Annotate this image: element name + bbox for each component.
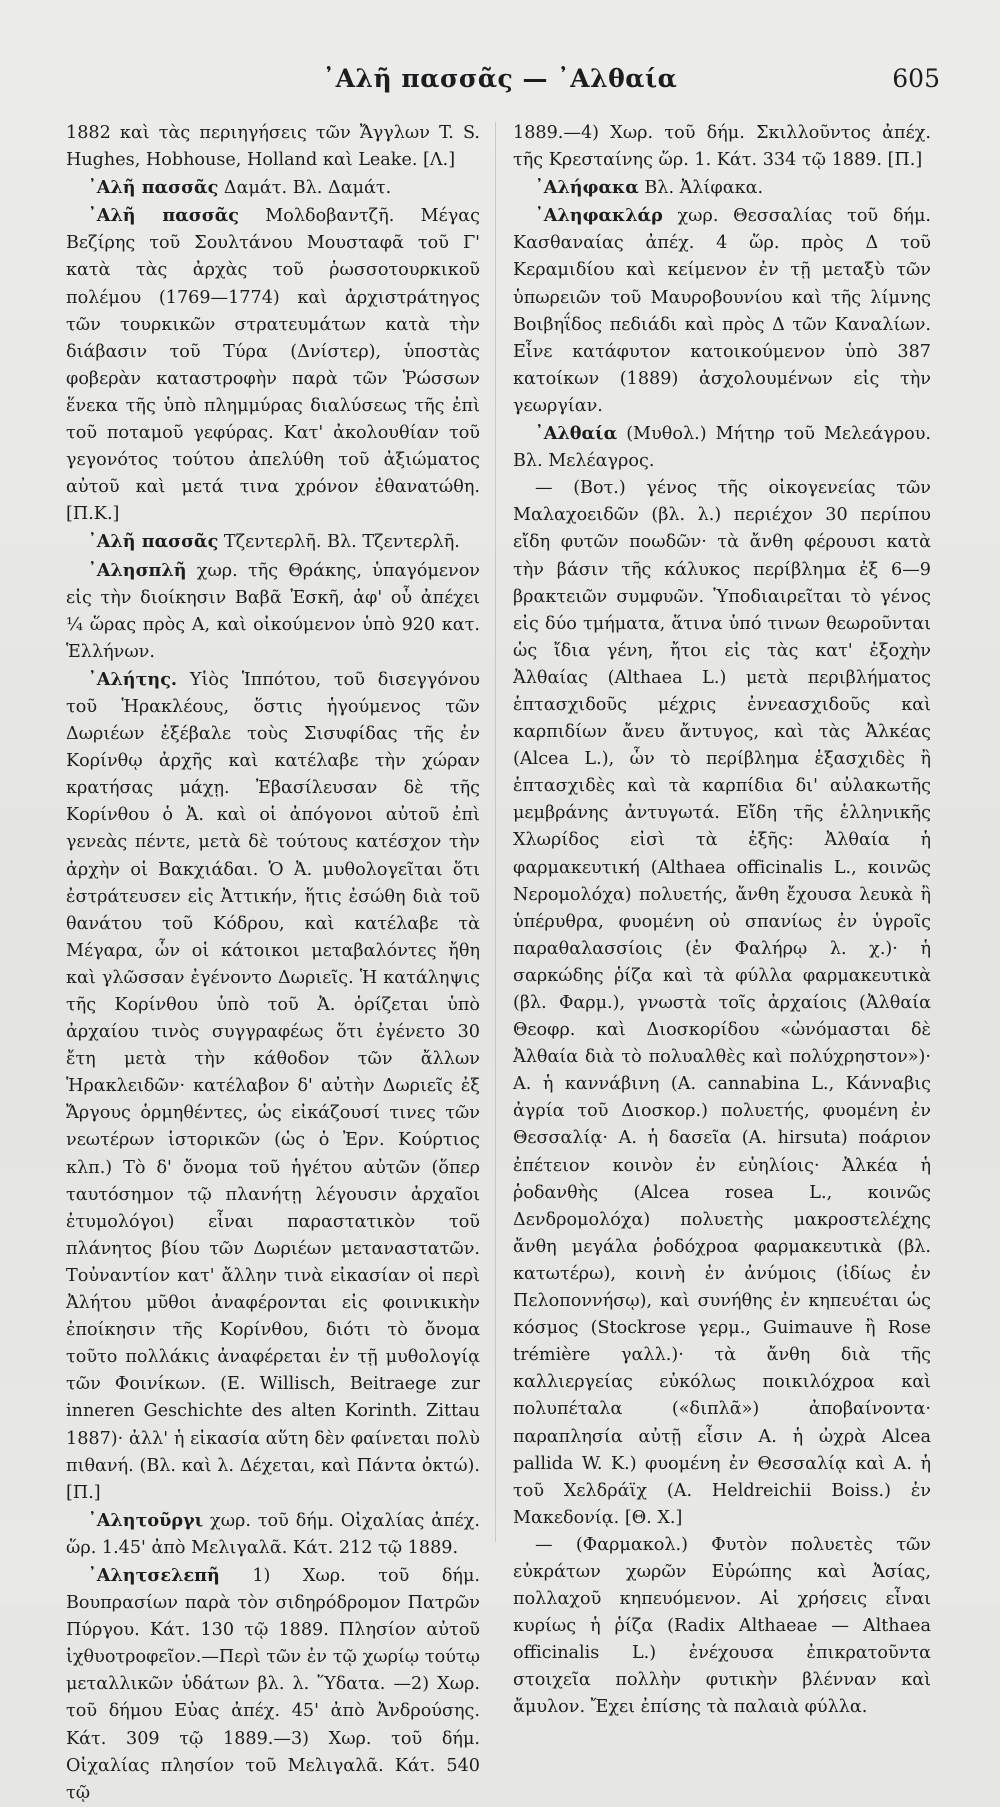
dictionary-entry [513,174,931,202]
entry-text: Υἱὸς Ἱππότου, τοῦ δισεγγόνου τοῦ Ἡρακλέους, ὅστις ἡγούμενος τῶν Δωριέων ἐξέβαλε τοὺς Σισυφίδας τῆς ἐν Κορίνθῳ ἀρχῆς καὶ κατέλαβε τὴν χώραν κρατήσας μάχῃ. Ἐβασίλευσαν δὲ τῆς Κορίνθου ὁ Ἀ. καὶ οἱ ἀπόγονοι αὐτοῦ ἐπὶ γενεὰς πέντε, μετὰ δὲ τούτους κατέσχον τὴν ἀρχὴν οἱ Βακχιάδαι. Ὁ Ἀ. μυθολογεῖται ὅτι ἐστράτευσεν εἰς Ἀττικήν, ἥτις ἐσώθη διὰ τοῦ θανάτου τοῦ Κόδρου, καὶ κατέλαβε τὰ Μέγαρα, ὧν οἱ κάτοικοι μεταβαλόντες ἤθη καὶ γλῶσσαν ἐγένοντο Δωριεῖς. Ἡ κατάληψις τῆς Κορίνθου ὑπὸ τοῦ Ἀ. ὁρίζεται ὑπὸ ἀρχαίου τινὸς συγγραφέως ὅτι ἐγένετο 30 ἔτη μετὰ τὴν κάθοδον τῶν ἄλλων Ἡρακλειδῶν· κατέλαβον δ' αὐτὴν Δωριεῖς ἐξ Ἄργους ὁρμηθέντες, ὡς εἰκάζουσί τινες τῶν νεωτέρων ἱστορικῶν (ὡς ὁ Ἐρν. Κούρτιος κλπ.) Τὸ δ' ὄνομα τοῦ ἡγέτου αὐτῶν (ὅπερ ταυτόσημον τῷ πλανήτῃ λέγουσιν ἀρχαῖοι ἐτυμολόγοι) εἶναι παραστατικὸν τοῦ πλάνητος βίου τῶν Δωριέων μεταναστατῶν. Τοὐναντίον κατ' ἄλλην τινὰ εἰκασίαν οἱ περὶ Ἀλήτου μῦθοι ἀναφέρονται εἰς φοινικικὴν ἐποίκησιν τῆς Κορίνθου, διότι τὸ ὄνομα τοῦτο πολλάκις ἀναφέρεται ἐν τῇ μυθολογίᾳ τῶν Φοινίκων. (E. Willisch, Beitraege zur inneren Geschichte des alten Korinth. Zittau 1887)· ἀλλ' ἡ εἰκασία αὕτη δὲν φαίνεται πολὺ πιθανή. (Βλ. καὶ λ. Δέχεται, καὶ Πάντα ὀκτώ). [Π.] [66,669,480,1503]
entry-headword: ᾿Αλήφακα [535,177,639,199]
entry-subsection [513,475,931,1532]
entry-headword: ᾿Αλητσελεπῆ [88,1564,220,1586]
dictionary-entry [513,202,931,420]
entry-text: — (Φαρμακολ.) Φυτὸν πολυετὲς τῶν εὐκράτων χωρῶν Εὐρώπης καὶ Ἀσίας, πολλαχοῦ κηπευόμενον. Αἱ χρήσεις εἶναι κυρίως ἡ ῥίζα (Radix Althaeae — Althaea officinalis L.) ἐνέχουσα ἐπικρατοῦντα στοιχεῖα πολλὴν φυτικὴν βλένναν καὶ ἄμυλον. Ἔχει ἐπίσης τὰ παλαιὰ φύλλα. [513,1534,931,1718]
entry-subsection [513,1532,931,1722]
entry-headword: ᾿Αλθαία [535,423,618,445]
entry-text: Βλ. Ἀλίφακα. [638,178,764,199]
entry-text: (Μυθολ.) Μήτηρ τοῦ Μελεάγρου. Βλ. Μελέαγρος. [513,424,931,472]
entry-headword: ᾿Αλησπλῆ [88,559,187,581]
entry-text: 1) Χωρ. τοῦ δήμ. Βουπρασίων παρὰ τὸν σιδηρόδρομον Πατρῶν Πύργου. Κάτ. 130 τῷ 1889. Πλησίον αὐτοῦ ἰχθυοτροφεῖον.—Περὶ τῶν ἐν τῷ χωρίῳ τούτῳ μεταλλικῶν ὑδάτων βλ. λ. Ὕδατα. —2) Χωρ. τοῦ δήμου Εὐας ἀπέχ. 45' ἀπὸ Ἀνδρούσης. Κάτ. 309 τῷ 1889.—3) Χωρ. τοῦ δήμ. Οἰχαλίας πλησίον τοῦ Μελιγαλᾶ. Κάτ. 540 τῷ [66,1565,480,1803]
page-number: 605 [892,64,940,93]
entry-headword: ᾿Αλητοῦργι [88,1509,204,1531]
entry-text: — (Βοτ.) γένος τῆς οἰκογενείας τῶν Μαλαχοειδῶν (βλ. λ.) περιέχον 30 περίπου εἴδη φυτῶν ποωδῶν· τὰ ἄνθη φέρουσι κατὰ τὴν βάσιν τῆς κάλυκος περίβλημα ἐξ 6—9 βρακτειῶν συμφυῶν. Ὑποδιαιρεῖται τὸ γένος εἰς δύο τμήματα, ἅτινα ὑπό τινων θεωροῦνται ὡς ἴδια γένη, ἤτοι εἰς τὰς κατ' ἐξοχὴν Ἀλθαίας (Althaea L.) μετὰ περιβλήματος ἑπτασχιδοῦς μέχρις ἐννεασχιδοῦς καὶ καρπιδίων ἄνευ ἄντυγος, καὶ τὰς Ἀλκέας (Alcea L.), ὧν τὸ περίβλημα ἑξασχιδὲς ἢ ἑπτασχιδὲς καὶ τὰ καρπίδια δι' αὐλακωτῆς μεμβράνης ἀντυγωτά. Εἴδη τῆς ἑλληνικῆς Χλωρίδος εἰσὶ τὰ ἑξῆς: Ἀλθαία ἡ φαρμακευτική (Althaea officinalis L., κοινῶς Νερομολόχα) πολυετής, ἄνθη ἔχουσα λευκὰ ἢ ὑπέρυθρα, φυομένη οὐ σπανίως ἐν ὑγροῖς παραθαλασσίοις (ἐν Φαλήρῳ λ. χ.)· ἡ σαρκώδης ῥίζα καὶ τὰ φύλλα φαρμακευτικὰ (βλ. Φαρμ.), γνωστὰ τοῖς ἀρχαίοις (Ἀλθαία Θεοφρ. καὶ Διοσκορίδου «ὠνόμασται δὲ Ἀλθαία διὰ τὸ πολυαλθὲς καὶ πολύχρηστον»)· Α. ἡ καννάβινη (A. cannabina L., Κάνναβις ἀγρία τοῦ Διοσκορ.) πολυετής, φυομένη ἐν Θεσσαλίᾳ· Α. ἡ δασεῖα (A. hirsuta) ποάριον ἐπέτειον κοινὸν ἐν εὐηλίοις· Ἀλκέα ἡ ῥοδανθὴς (Alcea rosea L., κοινῶς Δενδρομολόχα) πολυετὴς μακροστελέχης ἄνθη μεγάλα ῥοδόχροα φαρμακευτικὰ (βλ. κατωτέρω), κοινὴ ἐν ἀνύμοις (ἰδίως ἐν Πελοποννήσῳ), καὶ συνήθης ἐν κηπευέται ὡς κόσμος (Stockrose γερμ., Guimauve ἢ Rose trémière γαλλ.)· τὰ ἄνθη διὰ τῆς καλλιεργείας εὐκόλως ποικιλόχροα καὶ πολυπέταλα («διπλᾶ») ἀποβαίνοντα· παραπλησία αὐτῇ εἶσιν Α. ἡ ὠχρὰ Alcea pallida W. K.) φυομένη ἐν Θεσσαλίᾳ καὶ Α. ἡ τοῦ Χελδράϊχ (A. Heldreichii Boiss.) ἐν Μακεδονίᾳ. [Θ. Χ.] [513,478,931,1528]
entry-text: χωρ. τῆς Θράκης, ὑπαγόμενον εἰς τὴν διοίκησιν Βαβᾶ Ἐσκῆ, ἀφ' οὗ ἀπέχει ¼ ὥρας πρὸς Α, καὶ οἰκούμενον ὑπὸ 920 κατ. Ἑλλήνων. [66,560,480,662]
dictionary-entry [66,528,480,556]
left-column [66,120,480,1807]
entry-text: χωρ. τοῦ δήμ. Οἰχαλίας ἀπέχ. ὥρ. 1.45' ἀπὸ Μελιγαλᾶ. Κάτ. 212 τῷ 1889. [66,1510,480,1558]
dictionary-entry [66,174,480,202]
dictionary-entry [66,202,480,528]
right-column [513,120,931,1722]
entry-text: 1882 καὶ τὰς περιηγήσεις τῶν Ἄγγλων T. S. Hughes, Hobhouse, Holland καὶ Leake. [Λ.] [66,123,480,171]
entry-text: Δαμάτ. Βλ. Δαμάτ. [218,178,392,199]
running-title: ᾿Αλῆ πασσᾶς — ᾿Αλθαία [322,64,678,93]
dictionary-entry [513,420,931,475]
page-header [60,62,940,102]
dictionary-entry [66,557,480,666]
entry-continuation [513,120,931,174]
column-divider [495,122,496,1542]
entry-text: χωρ. Θεσσαλίας τοῦ δήμ. Κασθαναίας ἀπέχ. 4 ὥρ. πρὸς Δ τοῦ Κεραμιδίου καὶ κείμενον ἐν τῇ μεταξὺ τῶν ὑπωρειῶν τοῦ Μαυροβουνίου καὶ τῆς λίμνης Βοιβηΐδος πεδιάδι καὶ πρὸς Δ τῶν Καναλίων. Εἶνε κατάφυτον κατοικούμενον ὑπὸ 387 κατοίκων (1889) ἀσχολουμένων εἰς τὴν γεωργίαν. [513,206,931,416]
entry-headword: ᾿Αλήτης. [88,668,178,690]
entry-text: 1889.—4) Χωρ. τοῦ δήμ. Σκιλλοῦντος ἀπέχ. τῆς Κρεσταίνης ὥρ. 1. Κάτ. 334 τῷ 1889. [Π.] [513,123,931,171]
entry-text: Μολδοβαντζῆ. Μέγας Βεζίρης τοῦ Σουλτάνου Μουσταφᾶ τοῦ Γ' κατὰ τὰς ἀρχὰς τοῦ ῥωσσοτουρκικοῦ πολέμου (1769—1774) καὶ ἀρχιστράτηγος τῶν τουρκικῶν στρατευμάτων κατὰ τὴν διάβασιν τοῦ Τύρα (Δνίστερ), ὑποστὰς φοβερὰν καταστροφὴν παρὰ τῶν Ῥώσσων ἕνεκα τῆς ὑπὸ πλημμύρας διαλύσεως τῆς ἐπὶ τοῦ ποταμοῦ γεφύρας. Κατ' ἀκολουθίαν τοῦ γεγονότος τούτου ἀπελύθη τοῦ ἀξιώματος αὐτοῦ καὶ μετά τινα χρόνον ἐθανατώθη. [Π.Κ.] [66,206,480,525]
entry-headword: ᾿Αλῆ πασσᾶς [88,531,219,553]
dictionary-entry [66,1562,480,1807]
dictionary-entry [66,666,480,1507]
dictionary-entry [66,1507,480,1562]
entry-headword: ᾿Αλῆ πασσᾶς [88,177,219,199]
entry-text: Τζεντερλῆ. Βλ. Τζεντερλῆ. [218,532,460,553]
entry-continuation [66,120,480,174]
entry-headword: ᾿Αλῆ πασσᾶς [88,205,239,227]
entry-headword: ᾿Αληφακλάρ [535,205,663,227]
